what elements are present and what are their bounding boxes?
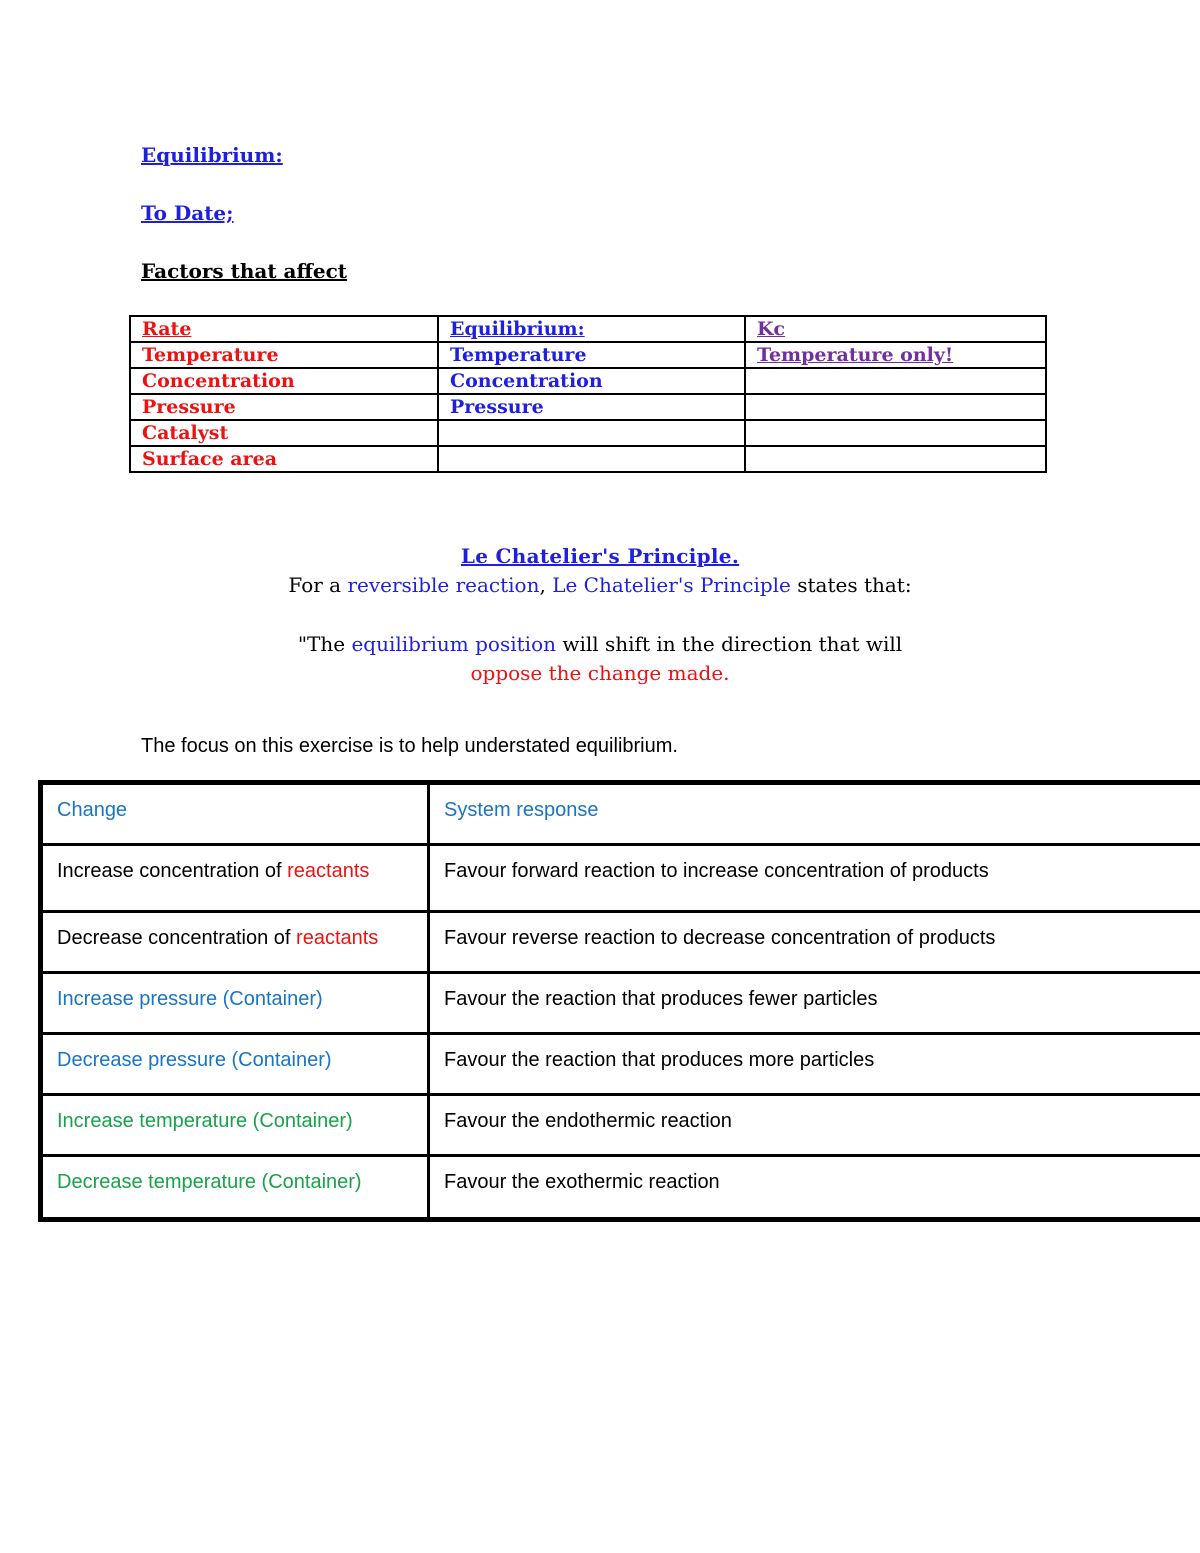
equilibrium-heading: Equilibrium: (141, 143, 283, 167)
changes-row (41, 1156, 1200, 1220)
rate-cell: Catalyst (130, 420, 438, 446)
change-cell: Increase temperature (Container) (41, 1095, 429, 1156)
changes-row (41, 845, 1200, 912)
change-cell: Decrease pressure (Container) (41, 1034, 429, 1095)
reversible-reaction-term: reversible reaction (347, 573, 540, 597)
kc-cell (745, 394, 1046, 420)
statement-text: For a (288, 573, 348, 597)
equilibrium-cell: Pressure (438, 394, 745, 420)
change-text: Increase concentration of (57, 860, 288, 882)
kc-cell (745, 446, 1046, 472)
response-cell: Favour the reaction that produces fewer particles (429, 973, 1200, 1034)
changes-row (41, 973, 1200, 1034)
equilibrium-cell (438, 420, 745, 446)
header-kc: Kc (745, 316, 1046, 342)
le-chatelier-title: Le Chatelier's Principle. (460, 544, 740, 568)
kc-cell (745, 368, 1046, 394)
le-chatelier-statement (0, 573, 1200, 597)
response-cell: Favour forward reaction to increase concentration of products (429, 845, 1200, 912)
response-cell: Favour the exothermic reaction (429, 1156, 1200, 1220)
to-date-heading: To Date; (141, 201, 234, 225)
factors-row (130, 342, 1046, 368)
equilibrium-cell: Concentration (438, 368, 745, 394)
equilibrium-position-term: equilibrium position (351, 632, 556, 656)
change-cell: Decrease temperature (Container) (41, 1156, 429, 1220)
factors-heading: Factors that affect (141, 259, 348, 283)
quote-text: "The (297, 632, 352, 656)
reactants-term: reactants (287, 860, 370, 882)
changes-table (38, 780, 1200, 1222)
kc-cell (745, 420, 1046, 446)
equilibrium-cell: Temperature (438, 342, 745, 368)
factors-table (129, 315, 1047, 473)
le-chatelier-term: Le Chatelier's Principle (552, 573, 791, 597)
changes-header-row (41, 783, 1200, 845)
response-cell: Favour the reaction that produces more particles (429, 1034, 1200, 1095)
rate-cell: Surface area (130, 446, 438, 472)
kc-cell: Temperature only! (745, 342, 1046, 368)
le-chatelier-quote-end: oppose the change made. (470, 661, 730, 685)
factors-header-row (130, 316, 1046, 342)
reactants-term: reactants (296, 927, 379, 949)
change-text: Decrease concentration of (57, 927, 297, 949)
le-chatelier-quote (0, 632, 1200, 656)
changes-row (41, 1095, 1200, 1156)
factors-row (130, 368, 1046, 394)
rate-cell: Pressure (130, 394, 438, 420)
factors-row (130, 420, 1046, 446)
change-cell (41, 912, 429, 973)
factors-row (130, 446, 1046, 472)
focus-statement: The focus on this exercise is to help understated equilibrium. (141, 735, 678, 757)
rate-cell: Concentration (130, 368, 438, 394)
equilibrium-cell (438, 446, 745, 472)
factors-row (130, 394, 1046, 420)
change-cell (41, 845, 429, 912)
changes-row (41, 1034, 1200, 1095)
statement-text: , (539, 573, 553, 597)
statement-text: states that: (790, 573, 912, 597)
response-cell: Favour the endothermic reaction (429, 1095, 1200, 1156)
header-change: Change (41, 783, 429, 845)
change-cell: Increase pressure (Container) (41, 973, 429, 1034)
quote-text: will shift in the direction that will (555, 632, 903, 656)
changes-row (41, 912, 1200, 973)
header-system-response: System response (429, 783, 1200, 845)
header-equilibrium: Equilibrium: (438, 316, 745, 342)
header-rate: Rate (130, 316, 438, 342)
rate-cell: Temperature (130, 342, 438, 368)
response-cell: Favour reverse reaction to decrease concentration of products (429, 912, 1200, 973)
